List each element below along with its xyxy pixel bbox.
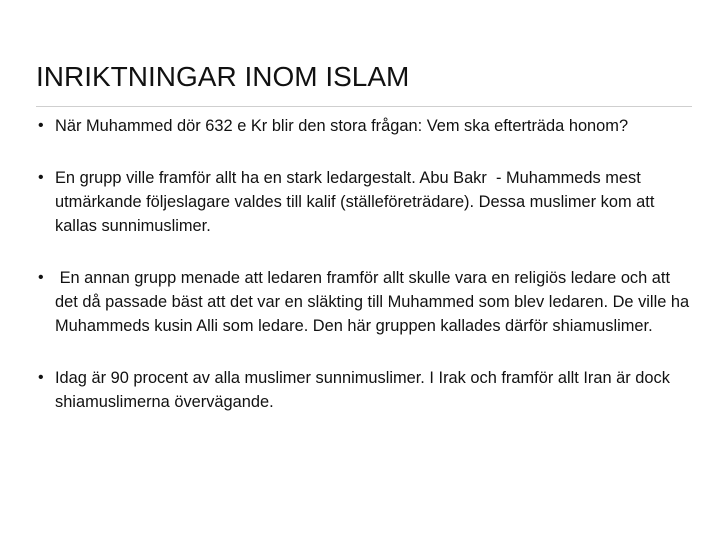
bullet-item [38, 114, 690, 138]
bullet-dot-icon: • [38, 269, 44, 286]
bullet-item [38, 266, 694, 338]
bullet-item [38, 166, 690, 238]
slide-title: INRIKTNINGAR INOM ISLAM [36, 61, 410, 92]
bullet-dot-icon: • [38, 369, 44, 386]
bullet-dot-icon: • [38, 117, 44, 134]
title-divider [36, 106, 692, 107]
bullet-text: En grupp ville framför allt ha en stark ledargestalt. Abu Bakr - Muhammeds mest utmärkande följeslagare valdes till kalif (ställeföreträdare). Dessa muslimer kom att kallas sunnimuslimer. [55, 169, 659, 235]
bullet-item [38, 366, 690, 414]
bullet-dot-icon: • [38, 169, 44, 186]
bullet-list [38, 114, 694, 442]
bullet-text: En annan grupp menade att ledaren framför allt skulle vara en religiös ledare och att det då passade bäst att det var en släkting till Muhammed som blev ledaren. De ville ha Muhammeds kusin Alli som ledare. Den här gruppen kallades därför shiamuslimer. [55, 269, 694, 335]
bullet-text: Idag är 90 procent av alla muslimer sunnimuslimer. I Irak och framför allt Iran är dock shiamuslimerna övervägande. [55, 369, 675, 411]
bullet-text: När Muhammed dör 632 e Kr blir den stora frågan: Vem ska efterträda honom? [55, 117, 629, 135]
